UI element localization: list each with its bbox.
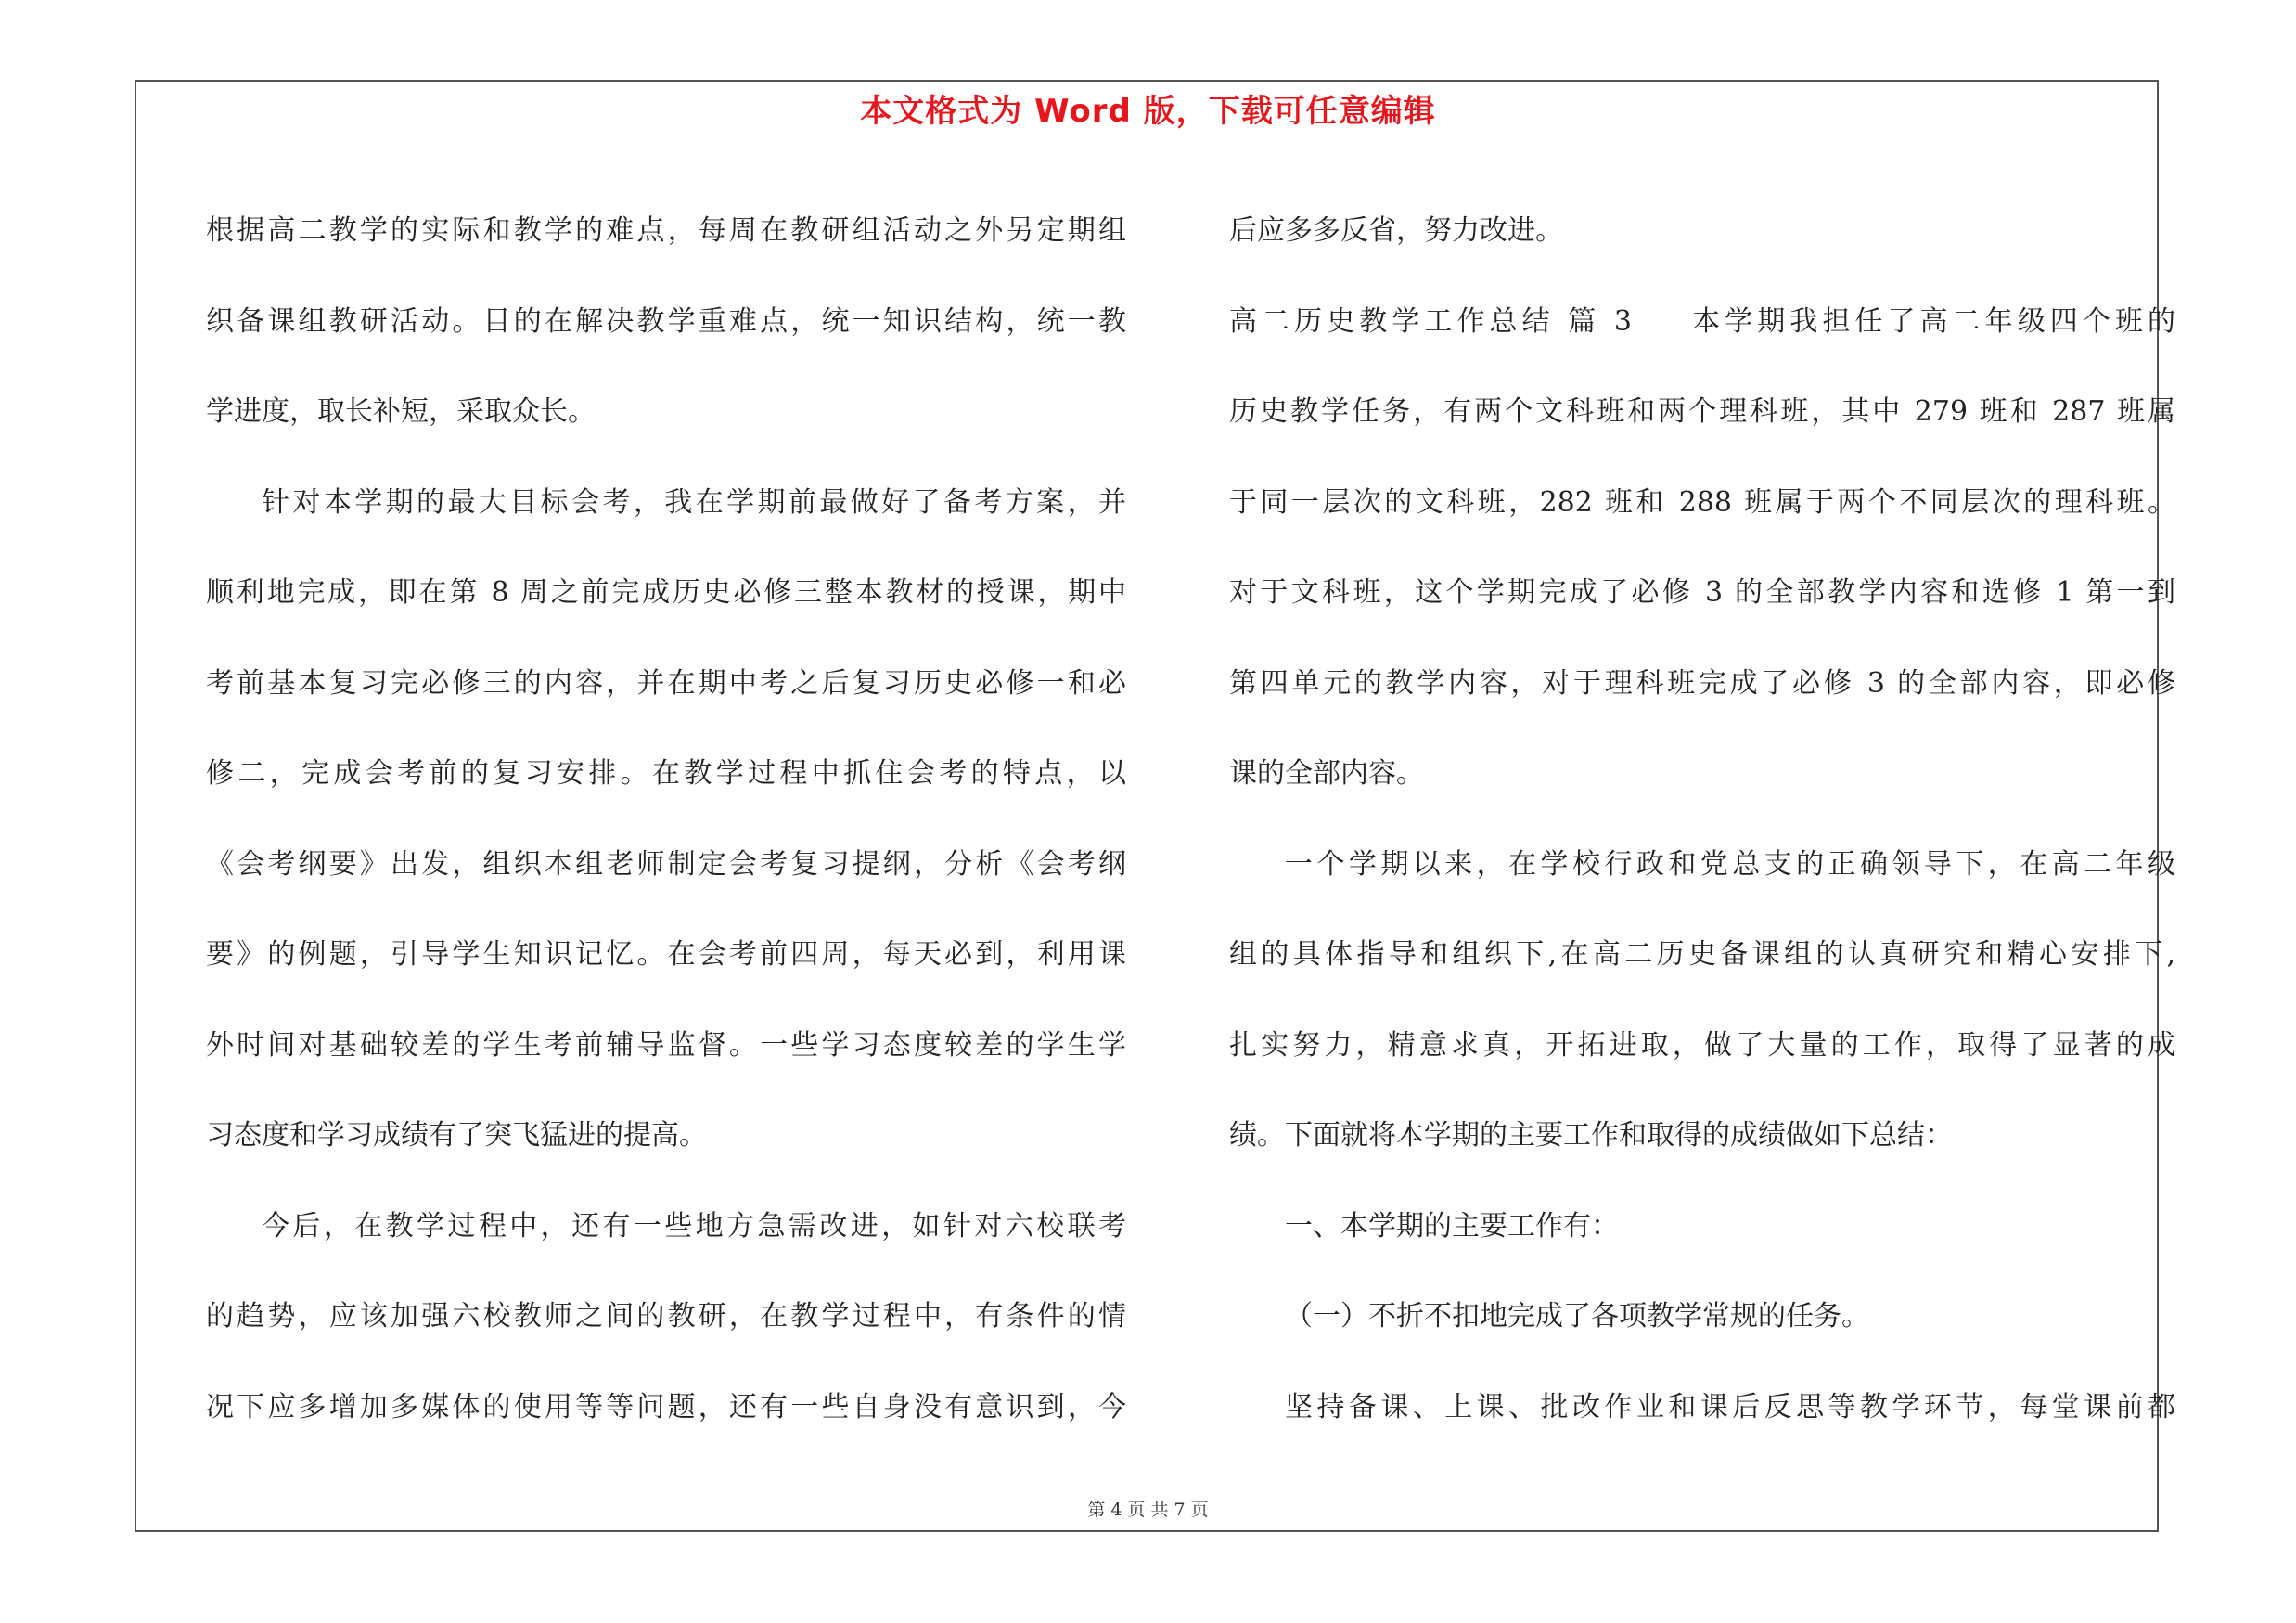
text-line: 于同一层次的文科班，282 班和 288 班属于两个不同层次的理科班。 — [1229, 485, 2175, 519]
section-heading: 高二历史教学工作总结 篇 3 — [1229, 304, 1633, 338]
text-line: 针对本学期的最大目标会考，我在学期前最做好了备考方案，并 — [262, 485, 1126, 519]
section-heading-line — [1229, 277, 2175, 367]
text-line: 绩。下面就将本学期的主要工作和取得的成绩做如下总结： — [1229, 1119, 1953, 1152]
left-column — [206, 186, 1126, 1452]
text-line: 修二，完成会考前的复习安排。在教学过程中抓住会考的特点，以 — [206, 757, 1126, 790]
text-line: 根据高二教学的实际和教学的难点，每周在教研组活动之外另定期组 — [206, 214, 1126, 247]
section-heading-rest: 本学期我担任了高二年级四个班的 — [1687, 304, 2175, 338]
text-line: 的趋势，应该加强六校教师之间的教研，在教学过程中，有条件的情 — [206, 1300, 1126, 1333]
text-line: 后应多多反省，努力改进。 — [1229, 214, 1563, 247]
text-line: 《会考纲要》出发，组织本组老师制定会考复习提纲，分析《会考纲 — [206, 847, 1126, 881]
text-line: 况下应多增加多媒体的使用等等问题，还有一些自身没有意识到，今 — [206, 1390, 1126, 1423]
text-line: 习态度和学习成绩有了突飞猛进的提高。 — [206, 1119, 707, 1152]
text-line: 织备课组教研活动。目的在解决教学重难点，统一知识结构，统一教 — [206, 304, 1126, 338]
text-line: （一）不折不扣地完成了各项教学常规的任务。 — [1285, 1300, 1869, 1333]
text-line: 一、本学期的主要工作有： — [1285, 1209, 1619, 1243]
text-line: 学进度，取长补短，采取众长。 — [206, 395, 596, 428]
text-line: 顺利地完成，即在第 8 周之前完成历史必修三整本教材的授课，期中 — [206, 576, 1126, 609]
text-line: 要》的例题，引导学生知识记忆。在会考前四周，每天必到，利用课 — [206, 938, 1126, 971]
text-line: 今后，在教学过程中，还有一些地方急需改进，如针对六校联考 — [262, 1209, 1126, 1243]
text-line: 课的全部内容。 — [1229, 757, 1424, 790]
text-line: 对于文科班，这个学期完成了必修 3 的全部教学内容和选修 1 第一到 — [1229, 576, 2175, 609]
text-line: 第四单元的教学内容，对于理科班完成了必修 3 的全部内容，即必修 — [1229, 666, 2175, 700]
text-line: 组的具体指导和组织下,在高二历史备课组的认真研究和精心安排下, — [1229, 938, 2175, 971]
text-line: 历史教学任务，有两个文科班和两个理科班，其中 279 班和 287 班属 — [1229, 395, 2175, 428]
right-column — [1229, 186, 2175, 1452]
text-line: 坚持备课、上课、批改作业和课后反思等教学环节，每堂课前都 — [1285, 1390, 2175, 1423]
text-line: 一个学期以来，在学校行政和党总支的正确领导下，在高二年级 — [1285, 847, 2175, 881]
text-line: 外时间对基础较差的学生考前辅导监督。一些学习态度较差的学生学 — [206, 1028, 1126, 1062]
format-banner: 本文格式为 Word 版，下载可任意编辑 — [860, 93, 1436, 130]
page-number: 第 4 页 共 7 页 — [1087, 1500, 1209, 1520]
text-line: 扎实努力，精意求真，开拓进取，做了大量的工作，取得了显著的成 — [1229, 1028, 2175, 1062]
text-line: 考前基本复习完必修三的内容，并在期中考之后复习历史必修一和必 — [206, 666, 1126, 700]
